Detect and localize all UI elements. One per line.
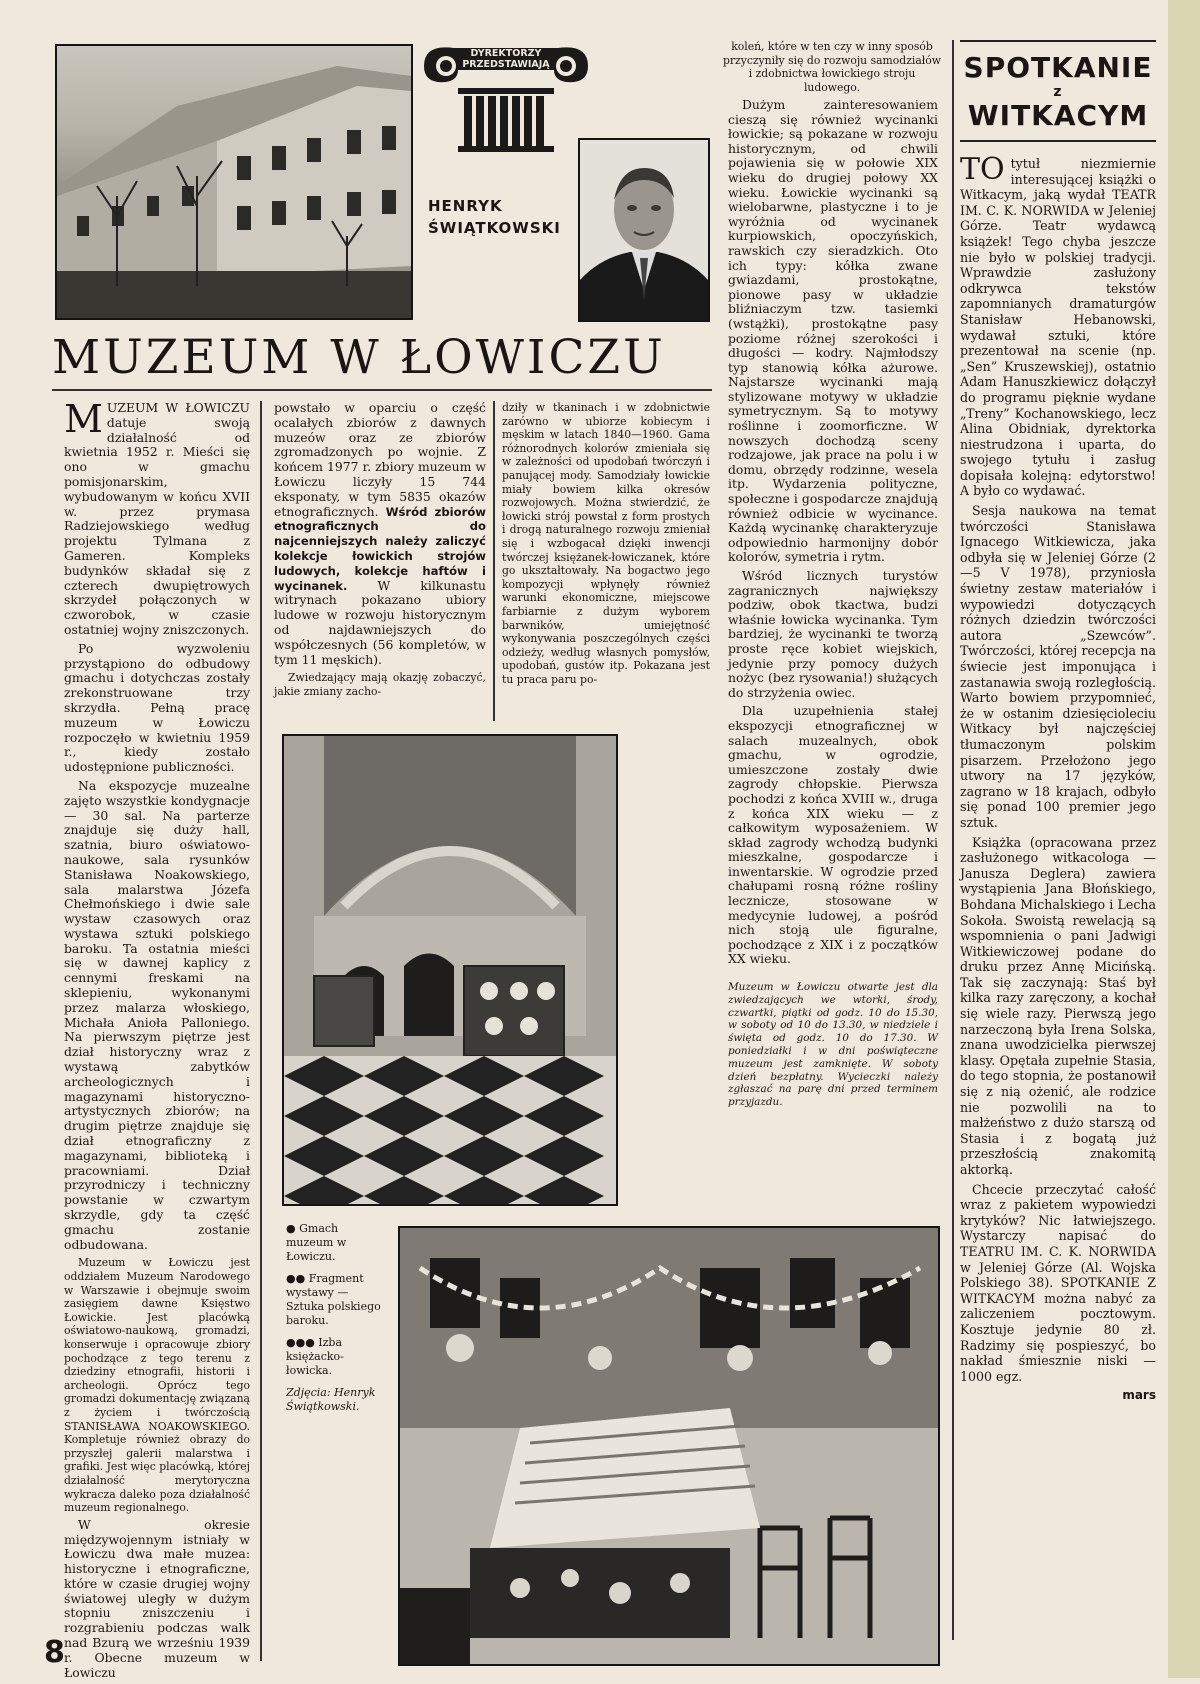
sidebar-title-line2: z — [1053, 84, 1063, 100]
sidebar-paragraph: TO tytuł niezmiernie interesującej książki o Witkacym, jaką wydał TEATR IM. C. K. NORWIDA w Jeleniej Górze. Teatr wydawcą książek! Tego chyba jeszcze nie było w polskiej tradycji. Wprawdzie zasłużony odkrywca tekstów zapomnianych dramaturgów Stanisław Hebanowski, wydawał sztuki, które prezentował na scenie (np. „Sen” Kruszewskiej), ostatnio Adam Hanuszkiewicz dołączył do programu pięknie wydane „Treny” Kochanowskiego, lecz Alina Obidniak, dyrektorka niestrudzona i uparta, do swojego tytułu i zasług dopisała kolejną: edytorstwo! A było co wydawać. — [960, 152, 1156, 499]
title-underline — [52, 389, 712, 391]
article-paragraph: Dla uzupełnienia stałej ekspozycji etnograficznej w salach muzealnych, obok gmachu, w ogrodzie, umieszczone zostały dwie zagrody chłopskie. Pierwsza pochodzi z końca XVIII w., druga z końca XIX wieku — z całkowitym wyposażeniem. W skład zagrody wchodzą budynki mieszkalne, gospodarcze i inwentarskie. W ogrodzie przed chałupami rosną różne rośliny lecznicze, stosowane w medycynie ludowej, a pośród nich stoją ule figuralne, pochodzące z XIX i z początków XX wieku. — [728, 703, 938, 967]
sidebar-title-line3: WITKACYM — [967, 99, 1149, 132]
article-note: Zwiedzający mają okazję zobaczyć, jakie zmiany zacho- — [274, 671, 486, 698]
article-paragraph: Na ekspozycje muzealne zajęto wszystkie kondygnacje — 30 sal. Na parterze znajduje się duży hall, szatnia, biuro oświatowo-naukowe, sala rysunków Stanisława Noakowskiego, sala malarstwa Józefa Chełmońskiego i dwie sale wystaw czasowych oraz wystawa sztuki polskiego baroku. Ta ostatnia mieści się w dawnej kaplicy z cennymi freskami na sklepieniu, wykonanymi przez malarza włoskiego, Michała Anioła Palloniego. Na pierwszym piętrze jest dział historyczny wraz z wystawą zabytków archeologicznych i magazynami historyczno-artystycznych zbiorów; na drugim piętrze znajduje się dział etnograficzny z magazynami, biblioteką i pracowniami. Dział przyrodniczy i techniczny powstanie w czwartym skrzydle, gdy ta część gmachu zostanie odbudowana. — [64, 777, 250, 1252]
sidebar-divider — [952, 40, 954, 1640]
opening-hours-note: Muzeum w Łowiczu otwarte jest dla zwiedzających we wtorki, środy, czwartki, piątki od godz. 10 do 15.30, w soboty od 10 do 13.30, w niedziele i święta od godz. 10 do 17.30. W poniedziałki i w dni poświąteczne muzeum jest zamknięte. W soboty dzień bezpłatny. Wycieczki należy zgłaszać na parę dni przed terminem przyjazdu. — [728, 981, 938, 1109]
sidebar-title — [960, 40, 1156, 142]
article-note: Muzeum w Łowiczu jest oddziałem Muzeum Narodowego w Warszawie i obejmuje swoim zasięgiem dawne Księstwo Łowickie. Jest placówką oświatowo-naukową, gromadzi, konserwuje i opracowuje zbiory pochodzące z tego terenu z dziedziny etnografii, historii i archeologii. Oprócz tego gromadzi dokumentację związaną z życiem i twórczością STANISŁAWA NOAKOWSKIEGO. Kompletuje również obrazy do przyszłej galerii malarstwa i grafiki. Jest więc placówką, której działalność merytoryczna wykracza daleko poza działalność muzeum regionalnego. — [64, 1256, 250, 1515]
sidebar-paragraph: Chcecie przeczytać całość wraz z pakietem wypowiedzi krytyków? Nic łatwiejszego. Wystarczy napisać do TEATRU IM. C. K. NORWIDA w Jeleniej Górze (Al. Wojska Polskiego 38). SPOTKANIE Z WITKACYM można nabyć za zaliczeniem pocztowym. Kosztuje jedynie 80 zł. Radzimy się pospieszyć, bo nakład śmiesznie niski — 1000 egz. — [960, 1181, 1156, 1384]
caption-exhibition: ●● Fragment wystawy — Sztuka polskiego baroku. — [286, 1272, 381, 1327]
article-paragraph: Dużym zainteresowaniem cieszą się również wycinanki łowickie; są pokazane w rozwoju historycznym, od chwili pojawienia się w połowie XIX wieku do drugiej połowy XX wieku. Łowickie wycinanki są wielobarwne, plastyczne i to je wyróżnia od wycinanek kurpiowskich, opoczyńskich, rawskich czy sieradzkich. Oto ich typy: kółka zwane gwiazdami, prostokątne, pionowe pasy w układzie bliźniaczym tzw. tasiemki (wstążki), prostokątne pasy poziome różnej szerokości i długości — kodry. Najmłodszy typ stanowią kółka ażurowe. Najstarsze wycinanki mają stylizowane motywy w układzie symetrycznym. Są to motywy roślinne i zoomorficzne. W nowszych dochodzą sceny rodzajowe, jak prace na polu i w domu, obrzędy rodzinne, wesela itp. Wydarzenia polityczne, społeczne i gospodarcze znajdują również odbicie w wycinance. Każdą wycinankę charakteryzuje odpowiednio harmonijny dobór kolorów, symetria i rytm. — [728, 97, 938, 565]
photo-author-portrait — [578, 138, 710, 322]
article-column-1 — [64, 397, 250, 1684]
badge-text: DYREKTORZY PRZEDSTAWIAJĄ MUZEA — [462, 48, 550, 81]
article-paragraph: MUZEUM W ŁOWICZU datuje swoją działalność od kwietnia 1952 r. Mieści się ono w gmachu pomisjonarskim, wybudowanym w końcu XVII w. przez prymasa Radziejowskiego według projektu Tylmana z Gameren. Kompleks budynków składał się z czterech dwupiętrowych skrzydeł połączonych w czworobok, w czasie ostatniej wojny zniszczonych. — [64, 397, 250, 637]
sidebar-title-line1: SPOTKANIE — [963, 51, 1153, 84]
photo-museum-building — [55, 44, 413, 320]
sidebar-article — [960, 40, 1156, 1404]
caption-room: ●●● Izba księżacko-łowicka. — [286, 1336, 344, 1377]
column-divider — [260, 401, 262, 1661]
article-column-4 — [728, 98, 938, 1112]
article-paragraph: Wśród licznych turystów zagranicznych największy podziw, obok tkactwa, budzi właśnie łowicka wycinanka. Tym bardziej, że wycinanki te tworzą proste ręce kobiet wiejskich, jedynie przy pomocy dużych nożyc (bez rysowania!) służących do strzyżenia owiec. — [728, 568, 938, 700]
page-edge-strip — [1168, 0, 1200, 1678]
article-column-4-top: koleń, które w ten czy w inny sposób przyczyniły się do rozwoju samodziałów i zdobnictwa łowickiego stroju ludowego. — [722, 40, 942, 94]
article-column-3: dziły w tkaninach i w zdobnictwie zarówno w ubiorze kobiecym i męskim w latach 1840—1960. Gama różnorodnych kolorów zmieniała się w zależności od upodobań twórczyń i panującej mody. Samodziały łowickie miały bowiem kilka okresów rozwojowych. Można stwierdzić, że łowicki strój powstał z form prostych i drogą naturalnego rozwoju zmieniał się i wzbogacał dzięki inwencji twórczej księżanek-łowiczanek, które go ukształtowały. Na bogactwo jego kompozycji wpłynęły również warunki ekonomiczne, miejscowe farbiarnie z dużym wyborem barwników, umiejętność wykonywania poszczególnych części odzieży, według własnych pomysłów, upodobań, gustów itp. Pokazana jest tu praca paru po- — [502, 401, 710, 686]
photo-folk-room — [398, 1226, 940, 1666]
sidebar-dropcap: TO — [960, 152, 1005, 187]
column-divider — [493, 401, 495, 721]
article-paragraph: powstało w oparciu o część ocalałych zbiorów z dawnych muzeów oraz ze zbiorów zgromadzonych po wojnie. Z końcem 1977 r. zbiory muzeum w Łowiczu liczyły 15 744 eksponaty, w tym 5835 okazów etnograficznych. Wśród zbiorów etnograficznych do najcenniejszych należy zaliczyć kolekcje łowickich strojów ludowych, kolekcje haftów i wycinanek. W kilkunastu witrynach pokazano ubiory ludowe w rozwoju historycznym od najdawniejszych do współczesnych (56 kompletów, w tym 11 męskich). — [274, 400, 486, 667]
sidebar-paragraph: Sesja naukowa na temat twórczości Stanisława Ignacego Witkiewicza, jaka odbyła się w Jeleniej Górze (2—5 V 1978), przyniosła świetny zestaw materiałów i wypowiedzi dotyczących różnych dziedzin twórczości autora „Szewców”. Twórczości, której recepcja na świecie jest imponująca i zastanawia swoją rozległością. Warto bowiem przypomnieć, że w ostanim dziesięcioleciu Witkacy był najczęściej tłumaczonym polskim pisarzem. Przełożono jego utwory na 17 języków, zagrano w 18 krajach, odbyło się ponad 100 premier jego sztuk. — [960, 503, 1156, 830]
page-title: MUZEUM W ŁOWICZU — [52, 330, 666, 385]
badge-logo — [414, 36, 598, 154]
photo-credit: Zdjęcia: Henryk Świątkowski. — [286, 1386, 376, 1413]
photo-baroque-exhibition — [282, 734, 618, 1206]
author-name: HENRYK ŚWIĄTKOWSKI — [428, 197, 561, 237]
article-paragraph: Po wyzwoleniu przystąpiono do odbudowy gmachu i dotychczas zostały zrekonstruowane trzy skrzydła. Pełną pracę muzeum w Łowiczu rozpoczęło w kwietniu 1959 r., kiedy zostało udostępnione publiczności. — [64, 640, 250, 775]
page-number: 8 — [44, 1635, 65, 1670]
sidebar-signature: mars — [1122, 1388, 1156, 1403]
sidebar-paragraph: Książka (opracowana przez zasłużonego witkacologa — Janusza Deglera) zawiera wystąpienia Jana Błońskiego, Bohdana Michalskiego i Lecha Sokoła. Swoistą rewelacją są wspomnienia o pani Jadwigi Witkiewiczowej podane do druku przez Annę Micińską. Tak się zaczynają: Staś był kilka razy zaręczony, a kochał się wiele razy. Pierwszą jego narzeczoną była Irena Solska, znana uwodzicielka pierwszej klasy. Opętała zupełnie Stasia, do tego stopnia, że postanowił się z nią ożenić, ale rodzice nie pozwolili na to małżeństwo z dużo starszą od Stasia i z bogatą już przeszłością znakomitą aktorką. — [960, 834, 1156, 1177]
article-column-2 — [274, 401, 486, 702]
caption-building: ● Gmach muzeum w Łowiczu. — [286, 1222, 347, 1263]
photo-captions — [286, 1222, 386, 1422]
article-paragraph: W okresie międzywojennym istniały w Łowiczu dwa małe muzea: historyczne i etnograficzne, które w czasie drugiej wojny światowej uległy w dużym stopniu zniszczeniu i rozgrabieniu podczas walk nad Bzurą we wrześniu 1939 r. Obecne muzeum w Łowiczu — [64, 1516, 250, 1680]
